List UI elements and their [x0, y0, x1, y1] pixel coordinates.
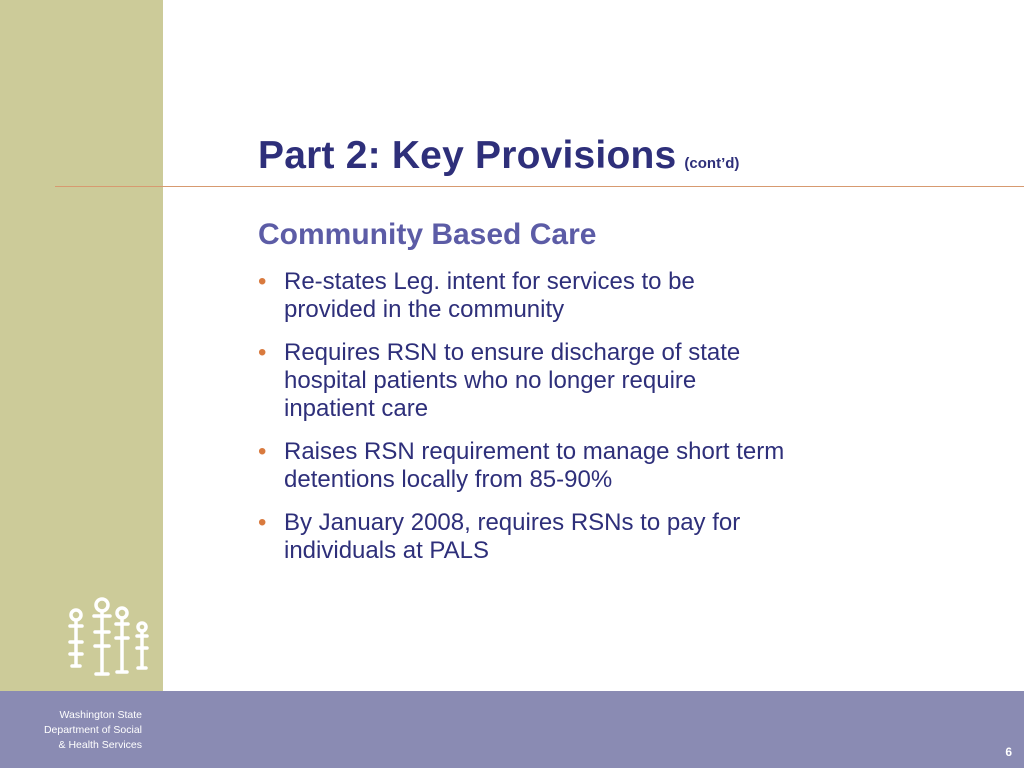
- left-sidebar-band: [0, 0, 163, 691]
- slide-subtitle: Community Based Care: [258, 218, 597, 251]
- bullet-item: [258, 438, 898, 494]
- bullet-item: [258, 509, 898, 565]
- bullet-2-line-2: hospital patients who no longer require: [284, 367, 697, 394]
- bullet-dot-icon: •: [258, 339, 267, 366]
- bullet-item: [258, 339, 898, 423]
- bullet-4-line-2: individuals at PALS: [284, 537, 490, 564]
- bullet-list: [258, 268, 898, 580]
- page-number: 6: [1005, 745, 1012, 759]
- bullet-dot-icon: •: [258, 509, 267, 536]
- bullet-3-line-2: detentions locally from 85-90%: [284, 466, 613, 493]
- footer-bar: [0, 691, 1024, 768]
- bullet-item: [258, 268, 898, 324]
- org-name-line-1: Washington State: [59, 709, 142, 721]
- people-family-logo-icon: [62, 596, 154, 680]
- bullet-1-line-2: provided in the community: [284, 296, 565, 323]
- bullet-4-line-1: By January 2008, requires RSNs to pay for: [284, 509, 741, 536]
- bullet-dot-icon: •: [258, 268, 267, 295]
- bullet-3-line-1: Raises RSN requirement to manage short term: [284, 438, 785, 465]
- org-name-line-2: Department of Social: [43, 724, 142, 736]
- bullet-2-line-3: inpatient care: [284, 395, 429, 422]
- slide-title: [258, 134, 739, 178]
- title-underline-rule: [55, 186, 1024, 187]
- bullet-2-line-1: Requires RSN to ensure discharge of state: [284, 339, 741, 366]
- org-name-line-3: & Health Services: [58, 739, 142, 751]
- bullet-dot-icon: •: [258, 438, 267, 465]
- organization-name: [44, 708, 142, 753]
- bullet-1-line-1: Re-states Leg. intent for services to be: [284, 268, 695, 295]
- slide-title-main: Part 2: Key Provisions: [258, 134, 677, 177]
- slide-title-suffix: (cont’d): [684, 155, 740, 172]
